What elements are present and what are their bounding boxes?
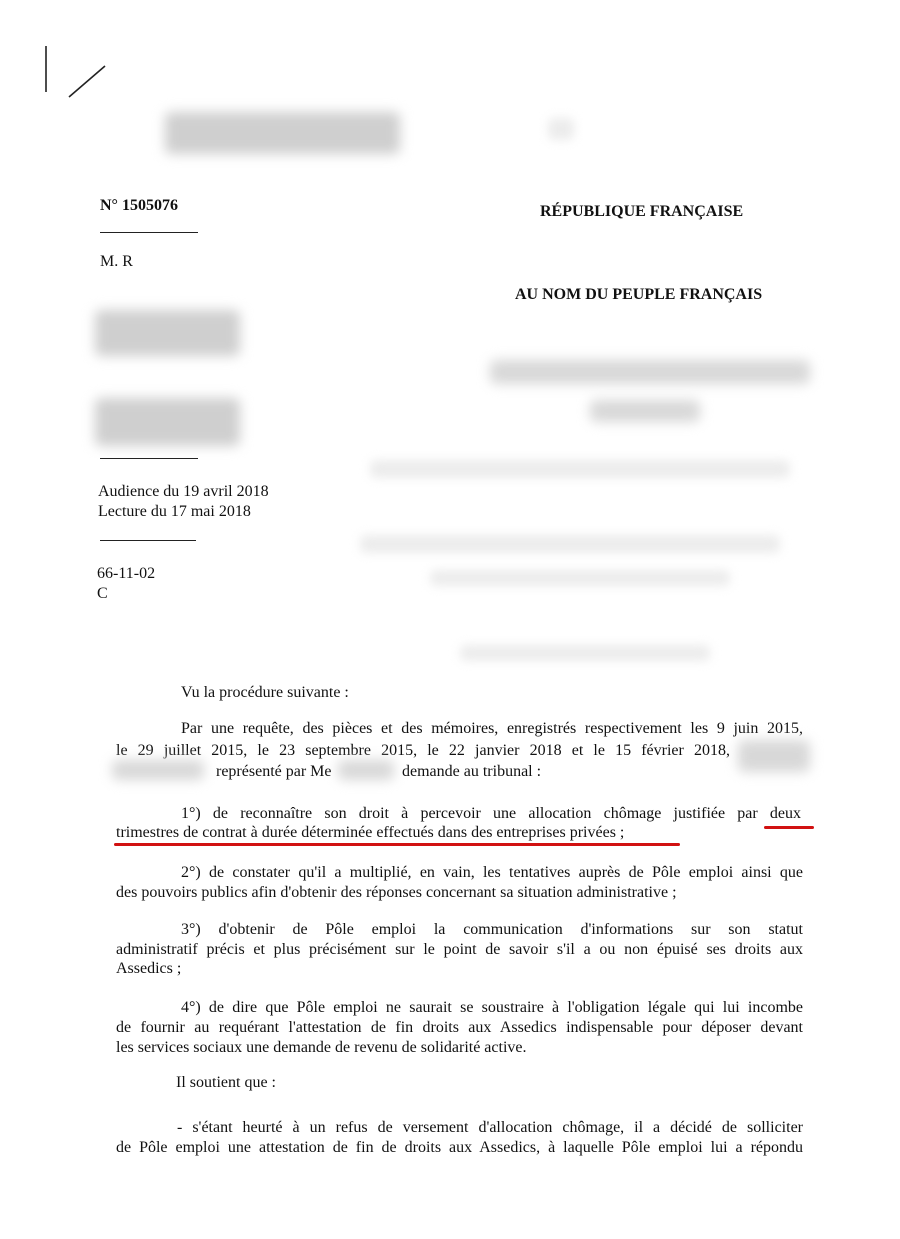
party-name: M. R [100, 253, 133, 270]
red-underline [764, 826, 814, 829]
red-underline [114, 843, 680, 846]
request-point-4: les services sociaux une demande de revenu de solidarité active. [116, 1039, 527, 1056]
argument-bullet: - s'étant heurté à un refus de versement d'allocation chômage, il a décidé de solliciter [177, 1119, 803, 1136]
classification-letter: C [97, 585, 108, 602]
divider [100, 540, 196, 541]
request-point-2: 2°) de constater qu'il a multiplié, en vain, les tentatives auprès de Pôle emploi ainsi que [181, 864, 803, 881]
reading-date: Lecture du 17 mai 2018 [98, 503, 251, 520]
redacted-applicant-name [738, 740, 810, 772]
redacted-court-header [165, 112, 400, 154]
request-point-3: administratif précis et plus précisément sur le point de savoir s'il a ou non épuisé ses droits aux [116, 941, 803, 958]
redacted-composition-1 [370, 460, 790, 478]
redacted-header-mark [548, 118, 574, 140]
request-point-3: 3°) d'obtenir de Pôle emploi la communication d'informations sur son statut [181, 921, 803, 938]
redacted-composition-3 [430, 570, 730, 586]
procedure-intro: Vu la procédure suivante : [181, 684, 349, 701]
request-point-2: des pouvoirs publics afin d'obtenir des réponses concernant sa situation administrative ; [116, 884, 677, 901]
classification-code: 66-11-02 [97, 565, 156, 582]
divider [100, 232, 198, 233]
redacted-chamber [590, 400, 700, 422]
redacted-lawyer-name [338, 760, 394, 780]
redacted-applicant-name [112, 760, 204, 780]
request-line: représenté par Me [216, 763, 332, 780]
request-line: le 29 juillet 2015, le 23 septembre 2015, le 22 janvier 2018 et le 15 février 2018, [116, 742, 730, 759]
people-heading: AU NOM DU PEUPLE FRANÇAIS [515, 286, 763, 303]
request-point-4: de fournir au requérant l'attestation de fin droits aux Assedics indispensable pour déposer devant [116, 1019, 803, 1036]
request-line: demande au tribunal : [402, 763, 542, 780]
request-line: Par une requête, des pièces et des mémoires, enregistrés respectivement les 9 juin 2015, [181, 720, 803, 737]
redacted-composition-4 [460, 645, 710, 661]
handwritten-mark [40, 40, 120, 110]
request-point-3: Assedics ; [116, 960, 182, 977]
redacted-composition-2 [360, 535, 780, 553]
request-point-4: 4°) de dire que Pôle emploi ne saurait se soustraire à l'obligation légale qui lui incombe [181, 999, 803, 1016]
redacted-tribunal-name [490, 360, 810, 384]
redacted-party-block-1 [95, 310, 240, 356]
case-number: N° 1505076 [100, 197, 178, 214]
argument-bullet: de Pôle emploi une attestation de fin de droits aux Assedics, à laquelle Pôle emploi lui a répondu [116, 1139, 803, 1156]
divider [100, 458, 198, 459]
arguments-intro: Il soutient que : [176, 1074, 276, 1091]
request-point-1: trimestres de contrat à durée déterminée effectués dans des entreprises privées ; [116, 824, 625, 841]
request-point-1: 1°) de reconnaître son droit à percevoir une allocation chômage justifiée par deux [181, 805, 801, 822]
redacted-party-block-2 [95, 398, 240, 446]
hearing-date: Audience du 19 avril 2018 [98, 483, 269, 500]
republic-heading: RÉPUBLIQUE FRANÇAISE [540, 203, 744, 220]
